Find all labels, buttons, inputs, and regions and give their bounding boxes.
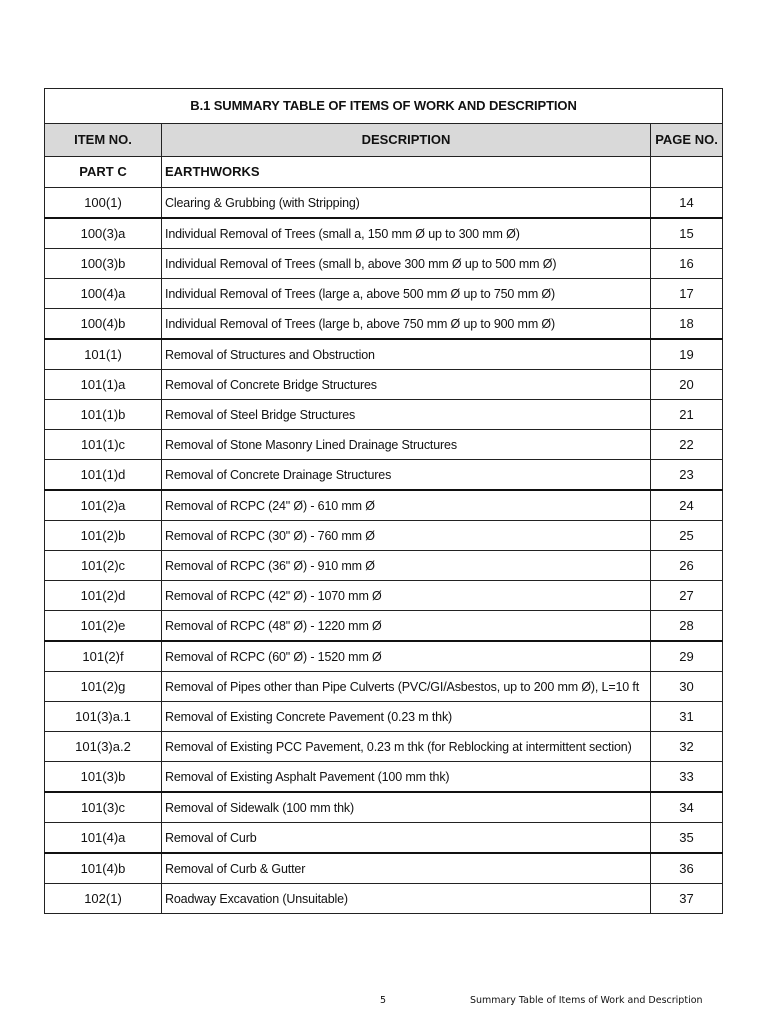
description-cell: Removal of Curb & Gutter xyxy=(162,853,651,884)
table-row xyxy=(45,884,723,914)
header-page-no: PAGE NO. xyxy=(651,124,723,157)
description-cell: Individual Removal of Trees (large b, above 750 mm Ø up to 900 mm Ø) xyxy=(162,309,651,340)
page-no-cell: 23 xyxy=(651,460,723,491)
description-cell: Individual Removal of Trees (large a, above 500 mm Ø up to 750 mm Ø) xyxy=(162,279,651,309)
part-item: PART C xyxy=(45,157,162,188)
item-no-cell: 101(2)f xyxy=(45,641,162,672)
page-no-cell: 18 xyxy=(651,309,723,340)
table-row xyxy=(45,732,723,762)
description-cell: Removal of Structures and Obstruction xyxy=(162,339,651,370)
footer-title: Summary Table of Items of Work and Description xyxy=(470,995,703,1006)
item-no-cell: 101(3)b xyxy=(45,762,162,793)
description-cell: Removal of Concrete Drainage Structures xyxy=(162,460,651,491)
table-row xyxy=(45,218,723,249)
page-no-cell: 14 xyxy=(651,188,723,219)
description-cell: Removal of Existing Concrete Pavement (0.23 m thk) xyxy=(162,702,651,732)
table-row xyxy=(45,521,723,551)
description-cell: Removal of Concrete Bridge Structures xyxy=(162,370,651,400)
description-cell: Removal of RCPC (48" Ø) - 1220 mm Ø xyxy=(162,611,651,642)
description-cell: Removal of Existing Asphalt Pavement (100 mm thk) xyxy=(162,762,651,793)
table-row xyxy=(45,672,723,702)
item-no-cell: 101(3)c xyxy=(45,792,162,823)
description-cell: Removal of Curb xyxy=(162,823,651,854)
description-cell: Removal of RCPC (60" Ø) - 1520 mm Ø xyxy=(162,641,651,672)
description-cell: Removal of Stone Masonry Lined Drainage Structures xyxy=(162,430,651,460)
item-no-cell: 101(2)e xyxy=(45,611,162,642)
table-row xyxy=(45,460,723,491)
table-row xyxy=(45,702,723,732)
table-title-row xyxy=(45,89,723,124)
part-description: EARTHWORKS xyxy=(162,157,651,188)
description-cell: Clearing & Grubbing (with Stripping) xyxy=(162,188,651,219)
item-no-cell: 101(2)d xyxy=(45,581,162,611)
page-no-cell: 33 xyxy=(651,762,723,793)
table-row xyxy=(45,762,723,793)
description-cell: Removal of RCPC (24" Ø) - 610 mm Ø xyxy=(162,490,651,521)
description-cell: Individual Removal of Trees (small b, above 300 mm Ø up to 500 mm Ø) xyxy=(162,249,651,279)
table-header-row xyxy=(45,124,723,157)
item-no-cell: 102(1) xyxy=(45,884,162,914)
description-cell: Removal of Existing PCC Pavement, 0.23 m thk (for Reblocking at intermittent section) xyxy=(162,732,651,762)
page-no-cell: 35 xyxy=(651,823,723,854)
table-row xyxy=(45,370,723,400)
table-row xyxy=(45,611,723,642)
part-page xyxy=(651,157,723,188)
description-cell: Removal of Pipes other than Pipe Culverts (PVC/GI/Asbestos, up to 200 mm Ø), L=10 ft xyxy=(162,672,651,702)
item-no-cell: 100(1) xyxy=(45,188,162,219)
item-no-cell: 100(3)b xyxy=(45,249,162,279)
item-no-cell: 101(1) xyxy=(45,339,162,370)
page-no-cell: 29 xyxy=(651,641,723,672)
page-no-cell: 34 xyxy=(651,792,723,823)
page-no-cell: 28 xyxy=(651,611,723,642)
item-no-cell: 100(3)a xyxy=(45,218,162,249)
table-row xyxy=(45,853,723,884)
page-no-cell: 36 xyxy=(651,853,723,884)
table-row xyxy=(45,339,723,370)
table-row xyxy=(45,188,723,219)
item-no-cell: 101(4)a xyxy=(45,823,162,854)
item-no-cell: 101(4)b xyxy=(45,853,162,884)
description-cell: Removal of RCPC (42" Ø) - 1070 mm Ø xyxy=(162,581,651,611)
description-cell: Roadway Excavation (Unsuitable) xyxy=(162,884,651,914)
table-row xyxy=(45,551,723,581)
part-row xyxy=(45,157,723,188)
table-row xyxy=(45,581,723,611)
table-row xyxy=(45,641,723,672)
page-no-cell: 31 xyxy=(651,702,723,732)
page-no-cell: 25 xyxy=(651,521,723,551)
page-no-cell: 19 xyxy=(651,339,723,370)
item-no-cell: 101(3)a.1 xyxy=(45,702,162,732)
table-row xyxy=(45,490,723,521)
table-row xyxy=(45,279,723,309)
description-cell: Removal of Sidewalk (100 mm thk) xyxy=(162,792,651,823)
item-no-cell: 101(1)a xyxy=(45,370,162,400)
item-no-cell: 101(2)b xyxy=(45,521,162,551)
page-no-cell: 26 xyxy=(651,551,723,581)
table-row xyxy=(45,309,723,340)
page-no-cell: 21 xyxy=(651,400,723,430)
page-no-cell: 17 xyxy=(651,279,723,309)
header-description: DESCRIPTION xyxy=(162,124,651,157)
description-cell: Removal of RCPC (36" Ø) - 910 mm Ø xyxy=(162,551,651,581)
page-no-cell: 16 xyxy=(651,249,723,279)
description-cell: Removal of Steel Bridge Structures xyxy=(162,400,651,430)
item-no-cell: 101(1)b xyxy=(45,400,162,430)
page-no-cell: 37 xyxy=(651,884,723,914)
description-cell: Removal of RCPC (30" Ø) - 760 mm Ø xyxy=(162,521,651,551)
description-cell: Individual Removal of Trees (small a, 150 mm Ø up to 300 mm Ø) xyxy=(162,218,651,249)
item-no-cell: 100(4)a xyxy=(45,279,162,309)
header-item-no: ITEM NO. xyxy=(45,124,162,157)
summary-table xyxy=(44,88,723,914)
item-no-cell: 101(3)a.2 xyxy=(45,732,162,762)
page-no-cell: 32 xyxy=(651,732,723,762)
page-no-cell: 15 xyxy=(651,218,723,249)
page-no-cell: 27 xyxy=(651,581,723,611)
table-row xyxy=(45,400,723,430)
page-no-cell: 22 xyxy=(651,430,723,460)
item-no-cell: 101(2)a xyxy=(45,490,162,521)
page-no-cell: 20 xyxy=(651,370,723,400)
table-row xyxy=(45,792,723,823)
table-row xyxy=(45,249,723,279)
table-row xyxy=(45,430,723,460)
item-no-cell: 101(2)g xyxy=(45,672,162,702)
item-no-cell: 101(1)d xyxy=(45,460,162,491)
page-no-cell: 24 xyxy=(651,490,723,521)
item-no-cell: 101(1)c xyxy=(45,430,162,460)
item-no-cell: 100(4)b xyxy=(45,309,162,340)
footer-page-number: 5 xyxy=(380,995,387,1006)
table-row xyxy=(45,823,723,854)
page-no-cell: 30 xyxy=(651,672,723,702)
item-no-cell: 101(2)c xyxy=(45,551,162,581)
table-title: B.1 SUMMARY TABLE OF ITEMS OF WORK AND DESCRIPTION xyxy=(45,89,723,124)
